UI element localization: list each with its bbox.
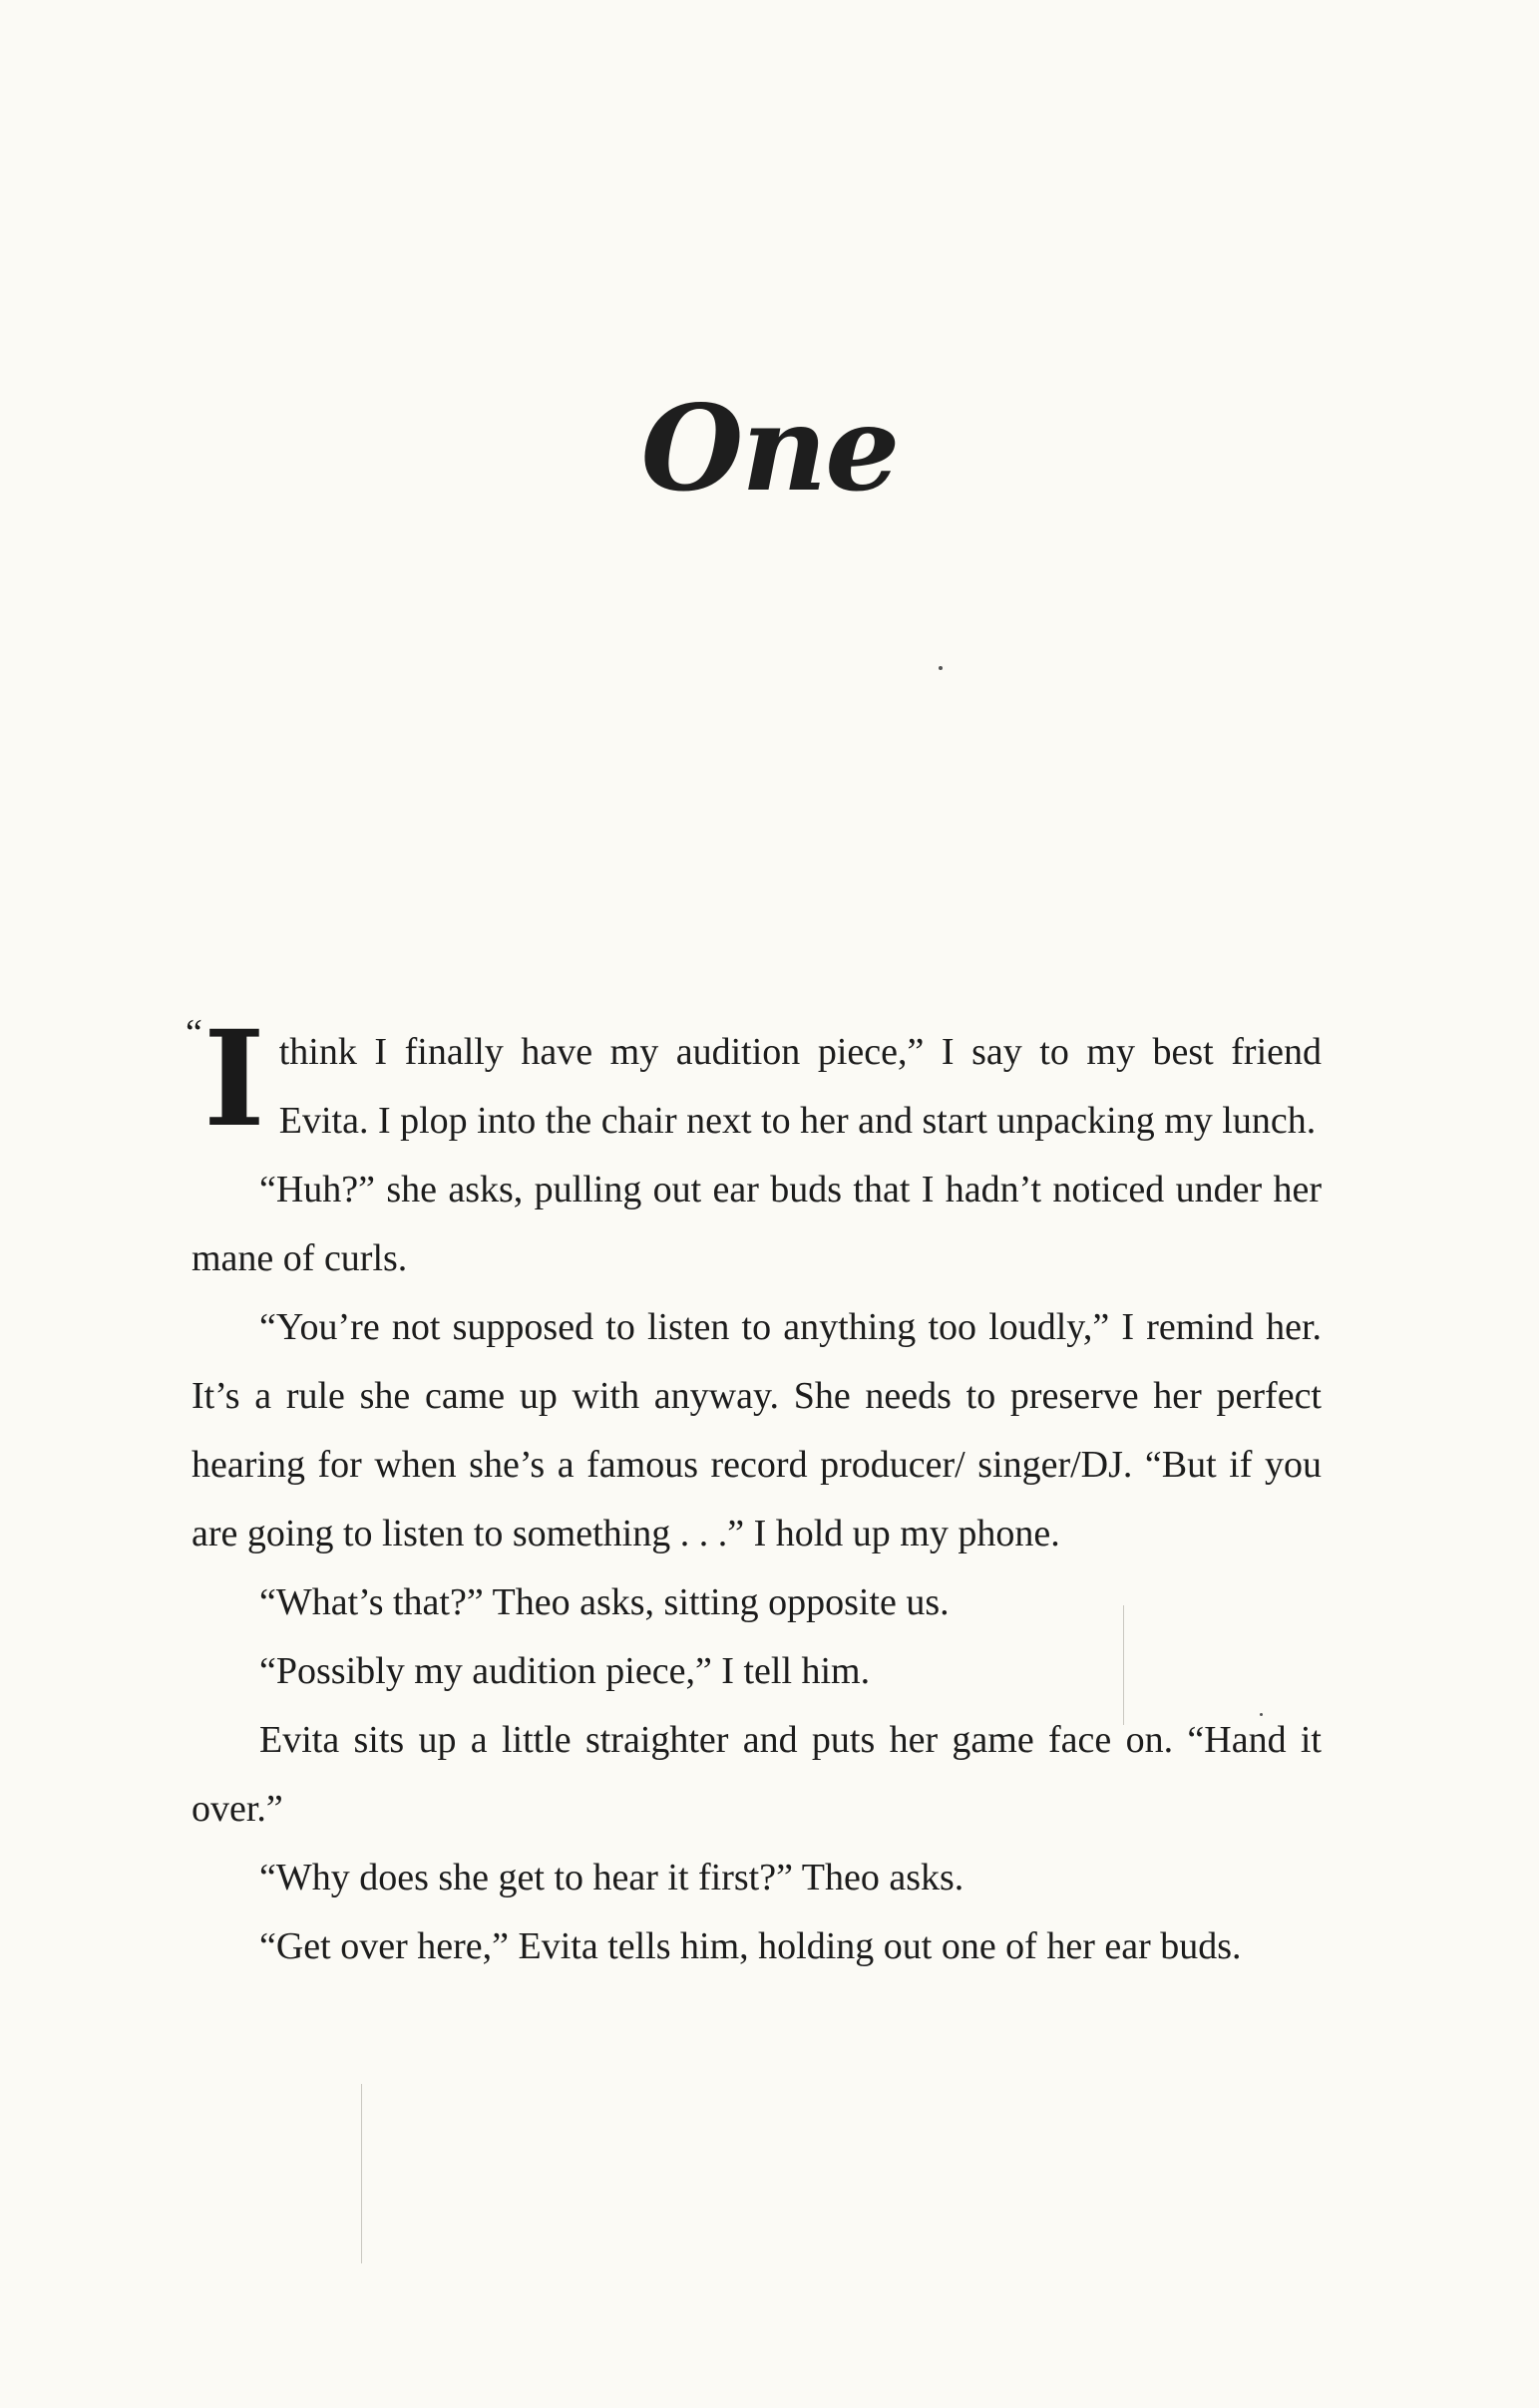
chapter-title: One (640, 379, 899, 518)
paragraph: “What’s that?” Theo asks, sitting opposite us. (259, 1581, 950, 1623)
paragraph: Evita sits up a little straighter and puts her game face on. “Hand it over.” (192, 1719, 1322, 1830)
scan-speck (939, 666, 943, 670)
paragraph: “You’re not supposed to listen to anything too loudly,” I remind her. It’s a rule she came up with anyway. She needs to preserve her perfect hearing for when she’s a famous record producer/ singer/DJ. “But if you are going to listen to something . . .” I hold up my phone. (192, 1306, 1322, 1554)
paragraph: “Get over here,” Evita tells him, holding out one of her ear buds. (259, 1925, 1242, 1967)
chapter-body (186, 1002, 1322, 1981)
paragraph: “Why does she get to hear it first?” Theo asks. (259, 1857, 964, 1898)
paragraph: “Possibly my audition piece,” I tell him. (259, 1650, 871, 1692)
opening-quote: “ (186, 1012, 202, 1054)
first-paragraph (186, 1002, 1322, 1157)
drop-cap: I (203, 1002, 265, 1157)
first-paragraph-text: think I finally have my audition piece,” I say to my best friend Evita. I plop into the chair next to her and start unpacking my lunch. (278, 1031, 1322, 1142)
scan-artifact-line (361, 2084, 362, 2263)
paragraph: “Huh?” she asks, pulling out ear buds that I hadn’t noticed under her mane of curls. (192, 1169, 1322, 1279)
